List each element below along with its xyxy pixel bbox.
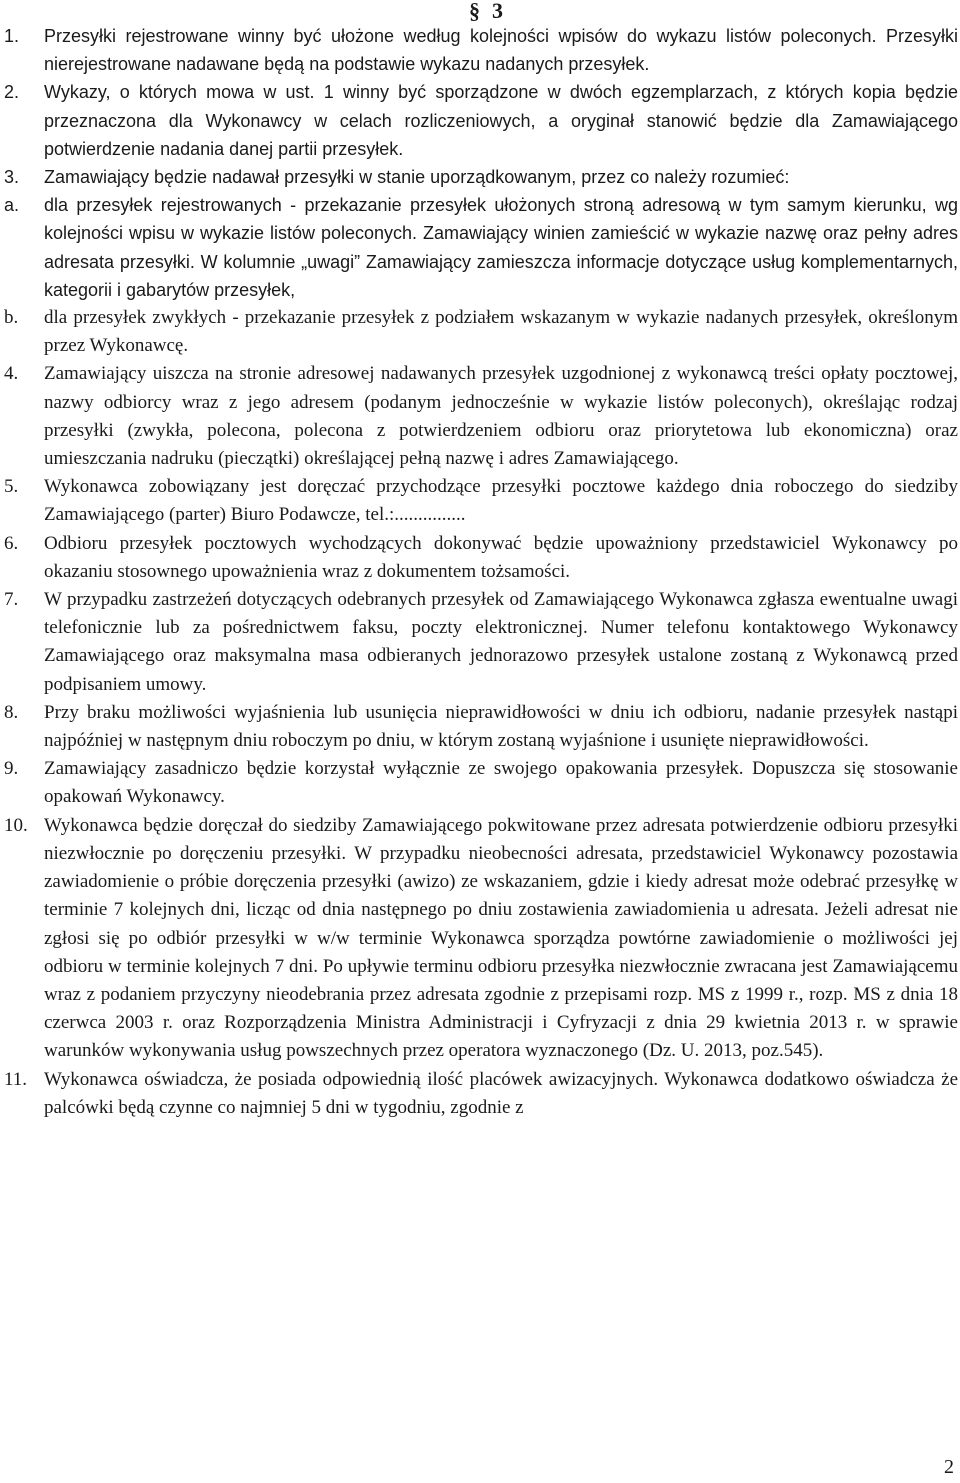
item-text: Zamawiający będzie nadawał przesyłki w stanie uporządkowanym, przez co należy rozumieć:: [44, 167, 790, 188]
item-number: 3.: [4, 167, 20, 188]
item-number: 7.: [4, 589, 19, 611]
clause-list: [0, 22, 958, 1122]
list-item: [0, 304, 958, 360]
list-item: [0, 360, 958, 473]
item-number: a.: [4, 195, 20, 216]
list-item: [0, 755, 958, 811]
item-text: Zamawiający zasadniczo będzie korzystał wyłącznie ze swojego opakowania przesyłek. Dopuszcza się stosowanie opakowań Wykonawcy.: [44, 758, 958, 808]
section-number: 3: [492, 0, 503, 23]
item-text: Zamawiający uiszcza na stronie adresowej nadawanych przesyłek uzgodnionej z wykonawcą treści opłaty pocztowej, nazwy odbiorcy wraz z jego adresem (podanym jednocześnie w wykazie listów poleconych), określając rodzaj przesyłki (zwykła, polecona, polecona z potwierdzeniem odbioru oraz priorytetowa lub ekonomiczna) oraz umieszczania nadruku (pieczątki) określającej pełną nazwę i adres Zamawiającego.: [44, 363, 958, 470]
list-item: [0, 473, 958, 529]
item-text: Przy braku możliwości wyjaśnienia lub usunięcia nieprawidłowości w dniu ich odbioru, nadanie przesyłek nastąpi najpóźniej w następnym dniu roboczym po dniu, w którym zostaną wyjaśnione i usunięte nieprawidłowości.: [44, 701, 958, 752]
list-item: [0, 1066, 958, 1122]
item-text: Wykonawca oświadcza, że posiada odpowiednią ilość placówek awizacyjnych. Wykonawca dodatkowo oświadcza że palcówki będą czynne co najmniej 5 dni w tygodniu, zgodnie z: [44, 1068, 958, 1118]
item-text: Przesyłki rejestrowane winny być ułożone według kolejności wpisów do wykazu listów poleconych. Przesyłki nierejestrowane nadawane będą na podstawie wykazu nadanych przesyłek.: [44, 26, 958, 75]
list-item: [0, 530, 958, 586]
item-number: 6.: [4, 532, 19, 554]
item-number: 5.: [4, 476, 19, 498]
list-item: [0, 699, 958, 755]
section-symbol: §: [469, 0, 480, 23]
item-number: 9.: [4, 758, 19, 780]
item-number: 1.: [4, 26, 20, 46]
item-number: b.: [4, 307, 19, 329]
item-number: 2.: [4, 82, 20, 103]
item-text: dla przesyłek zwykłych - przekazanie przesyłek z podziałem wskazanym w wykazie nadanych przesyłek, określonym przez Wykonawcę.: [44, 307, 958, 357]
section-heading: [0, 0, 960, 24]
item-text: W przypadku zastrzeżeń dotyczących odebranych przesyłek od Zamawiającego Wykonawca zgłasza ewentualne uwagi telefonicznie lub za pośrednictwem faksu, poczty elektronicznej. Numer telefonu kontaktowego Wykonawcy Zamawiającego oraz maksymalna masa odbieranych jednorazowo przesyłek ustalone zostaną z Wykonawcą przed podpisaniem umowy.: [44, 589, 958, 695]
list-item: [0, 812, 958, 1066]
list-item: [0, 163, 958, 191]
list-item: [0, 22, 958, 78]
item-text: Wykonawca zobowiązany jest doręczać przychodzące przesyłki pocztowe każdego dnia roboczego do siedziby Zamawiającego (parter) Biuro Podawcze, tel.:...............: [44, 476, 958, 526]
list-item: [0, 586, 958, 699]
item-number: 11.: [4, 1068, 28, 1090]
item-text: Odbioru przesyłek pocztowych wychodzących dokonywać będzie upoważniony przedstawiciel Wykonawcy po okazaniu stosownego upoważnienia wraz z dokumentem tożsamości.: [44, 532, 958, 582]
item-text: Wykazy, o których mowa w ust. 1 winny być sporządzone w dwóch egzemplarzach, z których kopia będzie przeznaczona dla Wykonawcy w celach rozliczeniowych, a oryginał stanowić będzie dla Zamawiającego potwierdzenie nadania danej partii przesyłek.: [44, 82, 958, 159]
list-item: [0, 191, 958, 304]
item-number: 8.: [4, 701, 19, 723]
list-item: [0, 78, 958, 163]
item-number: 10.: [4, 814, 28, 836]
item-number: 4.: [4, 363, 19, 385]
item-text: dla przesyłek rejestrowanych - przekazanie przesyłek ułożonych stroną adresową w tym samym kierunku, wg kolejności wpisu w wykazie listów poleconych. Zamawiający winien zamieścić w wykazie nazwę oraz pełny adres adresata przesyłki. W kolumnie „uwagi” Zamawiający zamieszcza informacje dotyczące usług komplementarnych, kategorii i gabarytów przesyłek,: [44, 195, 958, 300]
page-number: 2: [944, 1456, 954, 1478]
item-text: Wykonawca będzie doręczał do siedziby Zamawiającego pokwitowane przez adresata potwierdzenie odbioru przesyłki niezwłocznie po doręczeniu przesyłki. W przypadku nieobecności adresata, przedstawiciel Wykonawcy pozostawia zawiadomienie o próbie doręczenia przesyłki (awizo) ze wskazaniem, gdzie i kiedy adresat może odebrać przesyłkę w terminie 7 kolejnych dni, licząc od dnia następnego po dniu zostawienia zawiadomienia u adresata. Jeżeli adresat nie zgłosi się po odbiór przesyłki w w/w terminie Wykonawca sporządza powtórne zawiadomienie o możliwości jej odbioru w terminie kolejnych 7 dni. Po upływie terminu odbioru przesyłka niezwłocznie zwracana jest Zamawiającemu wraz z podaniem przyczyny nieodebrania przez adresata zgodnie z przepisami rozp. MS z 1999 r., rozp. MS z dnia 18 czerwca 2003 r. oraz Rozporządzenia Ministra Administracji i Cyfryzacji z dnia 29 kwietnia 2013 r. w sprawie warunków wykonywania usług powszechnych przez operatora wyznaczonego (Dz. U. 2013, poz.545).: [44, 814, 958, 1062]
